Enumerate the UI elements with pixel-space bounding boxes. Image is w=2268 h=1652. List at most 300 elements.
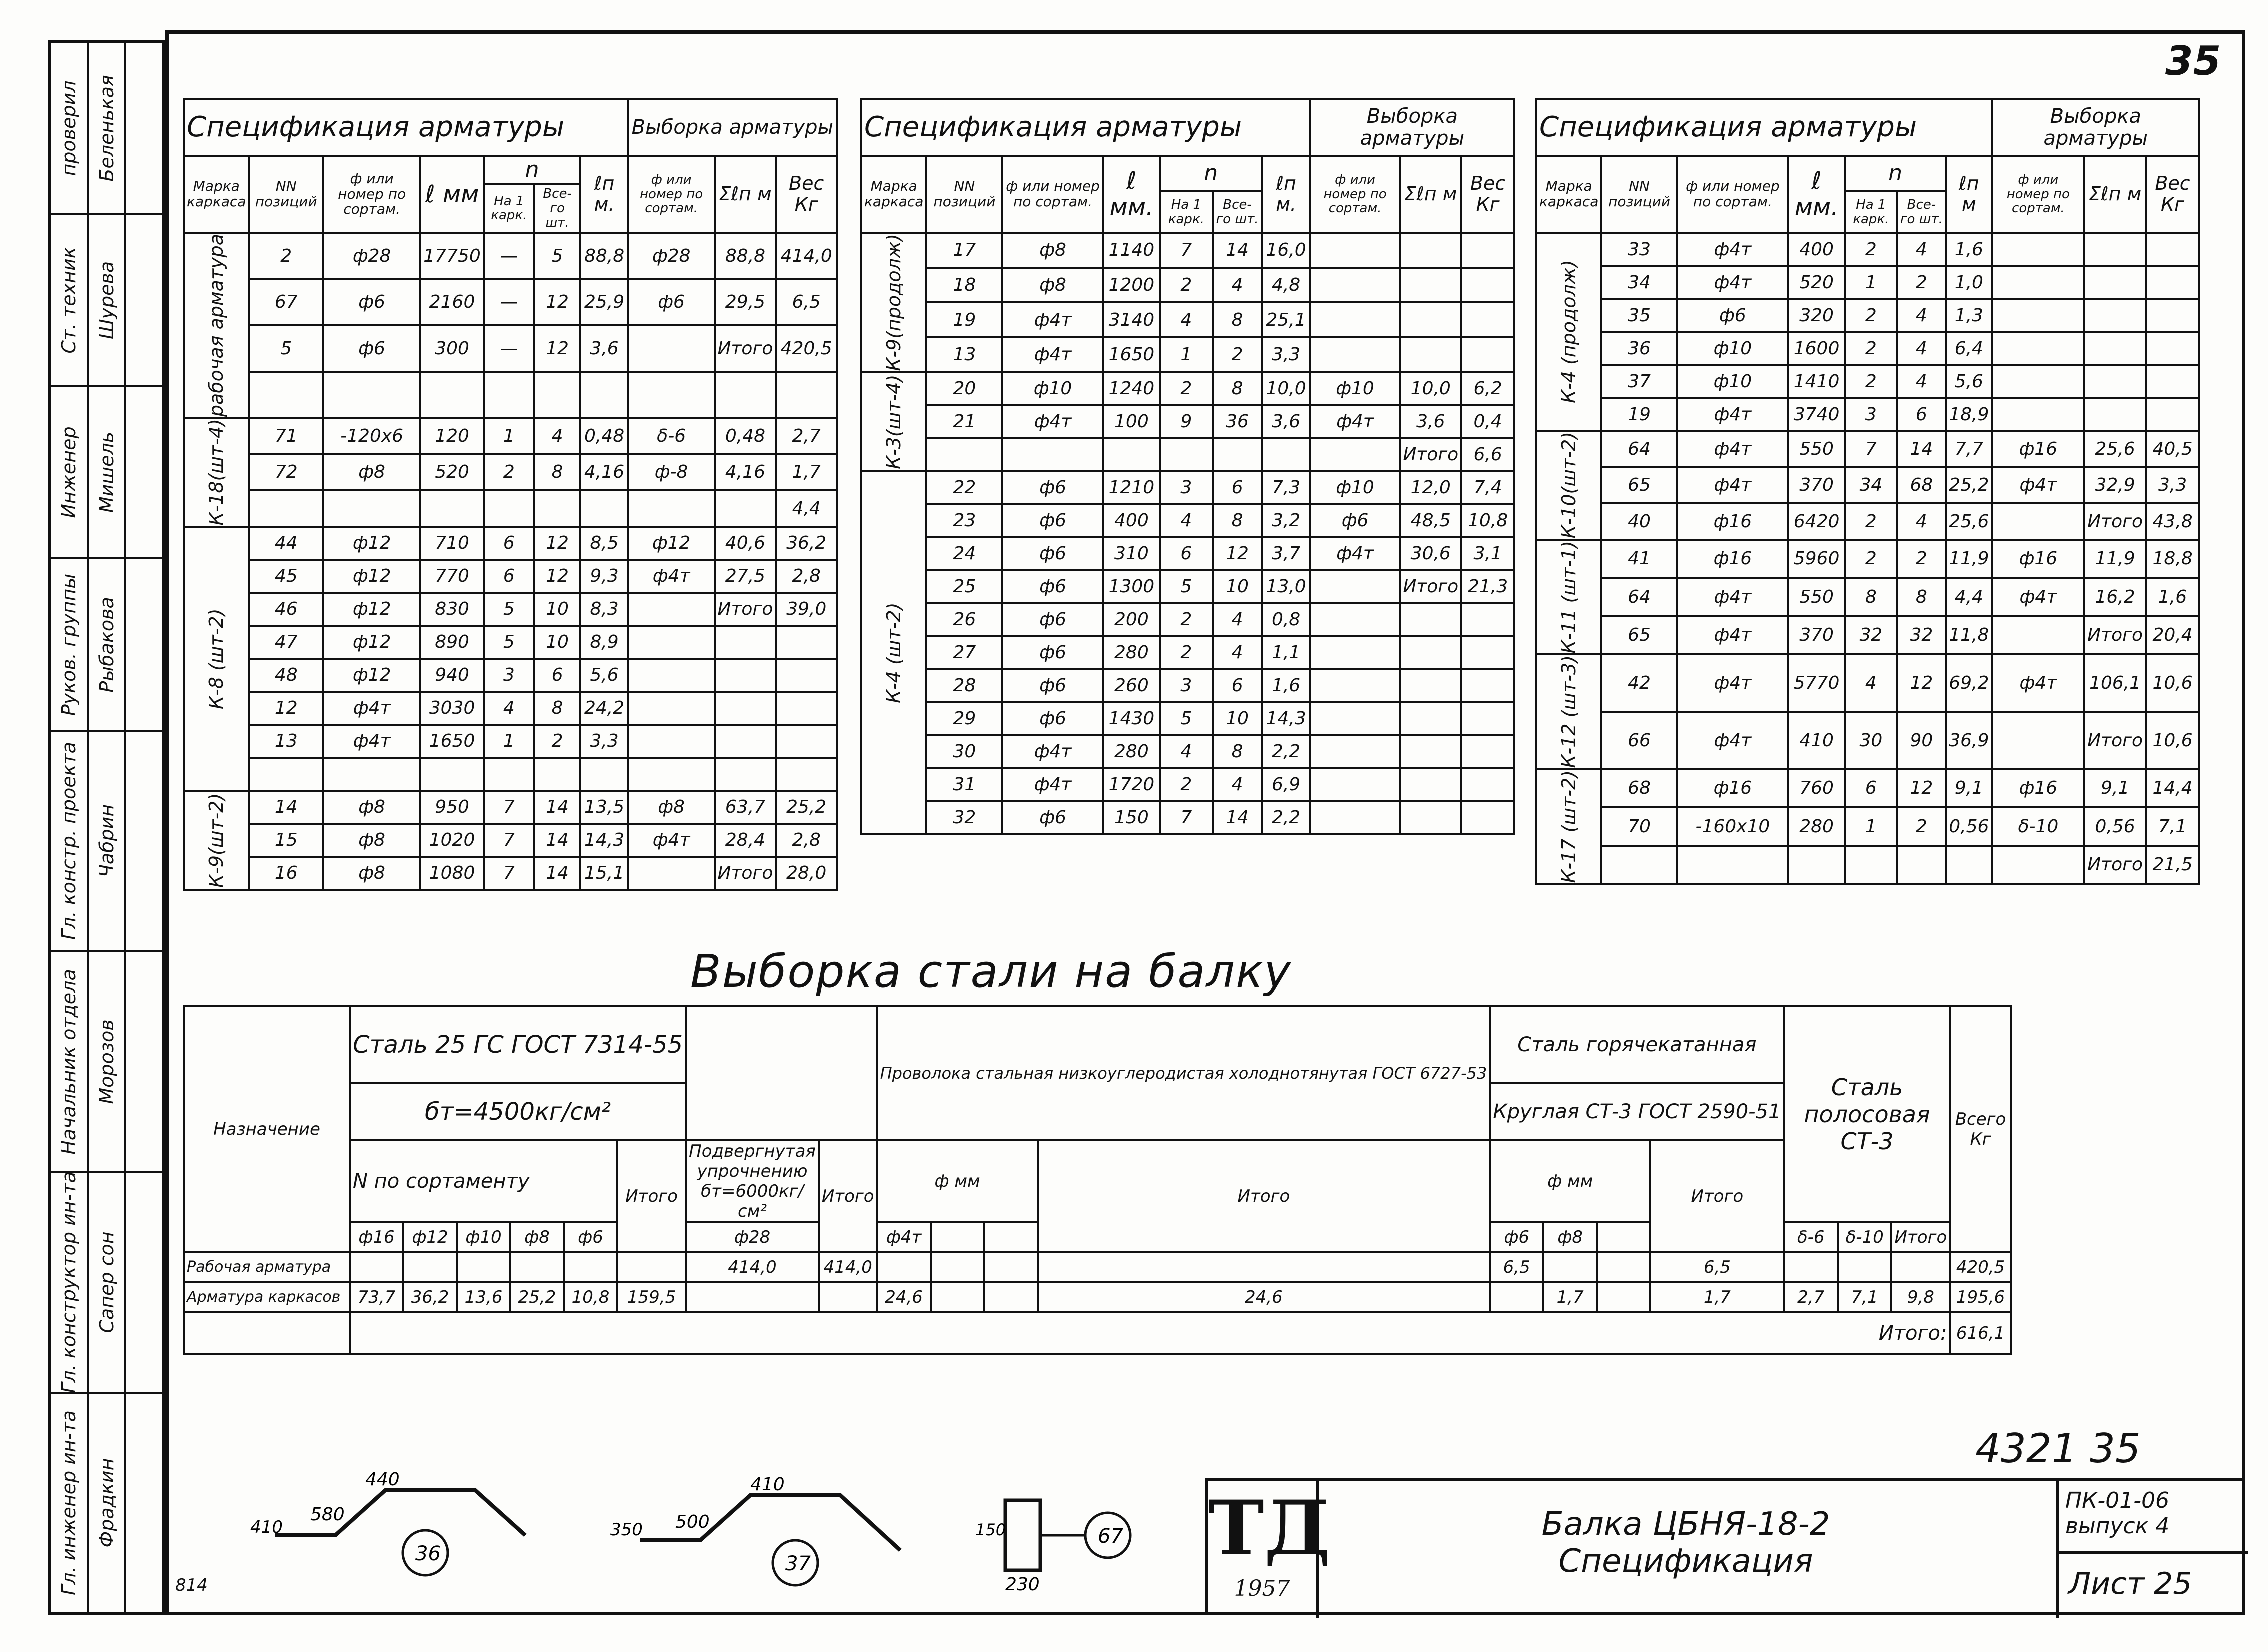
spec-row	[184, 560, 837, 593]
spec-cell	[1310, 669, 1400, 702]
spec-title: Спецификация арматуры	[184, 99, 628, 156]
spec-row	[1536, 540, 2199, 578]
spec-cell: 14,3	[580, 824, 628, 857]
spec-cell: 6	[1213, 669, 1262, 702]
spec-cell	[1461, 702, 1514, 735]
group-mark: К-4 (продолж)	[1536, 233, 1601, 431]
spec-cell: 1410	[1788, 365, 1845, 398]
spec-cell: 31	[926, 768, 1002, 801]
spec-cell: 4	[1160, 504, 1213, 537]
spec-cell: 13	[926, 337, 1002, 372]
stamp-code-1: ПК-01-06	[2065, 1488, 2170, 1513]
purpose-header: Назначение	[184, 1006, 350, 1252]
spec-cell: 19	[926, 302, 1002, 337]
steel-cell: 1,7	[1650, 1282, 1784, 1312]
spec-cell	[534, 372, 581, 418]
bar-sketch-37	[600, 1474, 960, 1590]
spec-cell	[628, 659, 715, 692]
spec-cell: 30	[926, 735, 1002, 768]
spec-cell	[580, 758, 628, 791]
steel-col-header	[931, 1222, 984, 1252]
spec-cell: 46	[249, 593, 323, 626]
spec-cell: 3,3	[2146, 467, 2199, 504]
spec-cell	[1310, 302, 1400, 337]
spec-row	[1536, 266, 2199, 299]
spec-cell: 4	[1845, 654, 1897, 712]
spec-cell: 14	[1213, 801, 1262, 834]
spec-cell: 25	[926, 570, 1002, 603]
spec-table-3	[1535, 98, 2200, 885]
spec-cell: 6	[484, 527, 534, 560]
spec-cell	[1897, 846, 1946, 884]
spec-cell: ф12	[323, 659, 420, 692]
spec-cell: Итого	[1400, 438, 1461, 471]
spec-row	[184, 758, 837, 791]
spec-cell: 280	[1103, 735, 1160, 768]
spec-cell: ф12	[323, 527, 420, 560]
spec-cell: Итого	[715, 593, 776, 626]
spec-cell: 6	[1897, 398, 1946, 431]
spec-row	[1536, 398, 2199, 431]
spec-cell	[580, 372, 628, 418]
steel-cell	[931, 1252, 984, 1282]
spec-cell: 12	[1213, 537, 1262, 570]
spec-cell: 4	[534, 418, 581, 454]
grand-total-label: Итого:	[350, 1312, 1950, 1354]
steel-col-header: ф16	[350, 1222, 403, 1252]
spec-cell: 64	[1601, 578, 1677, 616]
steel-col-header	[984, 1222, 1038, 1252]
steel-col-header: ф8	[510, 1222, 564, 1252]
steel-cell	[1784, 1252, 1838, 1282]
spec-cell: 14	[249, 791, 323, 824]
spec-cell: 69,2	[1946, 654, 1992, 712]
steel-cell: 9,8	[1891, 1282, 1950, 1312]
spec-cell: 0,48	[580, 418, 628, 454]
name: Мишель	[95, 432, 118, 513]
total-4: Итого	[1650, 1140, 1784, 1252]
steel-col-header	[1597, 1222, 1650, 1252]
role: Начальник отдела	[57, 968, 80, 1155]
spec-cell: 370	[1788, 467, 1845, 504]
spec-cell: 3	[1845, 398, 1897, 431]
spec-cell: 10,0	[1262, 372, 1310, 405]
spec-cell: 2,2	[1262, 801, 1310, 834]
spec-cell: 25,9	[580, 279, 628, 326]
spec-cell: 1	[484, 725, 534, 758]
spec-cell	[420, 758, 484, 791]
spec-cell	[2084, 299, 2146, 332]
spec-cell	[1310, 768, 1400, 801]
spec-row	[861, 337, 1514, 372]
spec-cell: 34	[1845, 467, 1897, 504]
spec-cell: 260	[1103, 669, 1160, 702]
spec-cell	[1103, 438, 1160, 471]
spec-cell: 33	[1601, 233, 1677, 266]
spec-cell: 4	[484, 692, 534, 725]
spec-cell: 28,4	[715, 824, 776, 857]
spec-cell	[249, 490, 323, 527]
name: Морозов	[95, 1019, 118, 1104]
spec-cell: 3	[1160, 471, 1213, 504]
steel-col-header: ф6	[564, 1222, 617, 1252]
spec-row	[861, 233, 1514, 268]
spec-cell: Итого	[2084, 846, 2146, 884]
spec-cell: 6	[534, 659, 581, 692]
total-1: Итого	[617, 1140, 686, 1252]
total-kg-header: Всего Кг	[1950, 1006, 2011, 1252]
spec-cell: 21,3	[1461, 570, 1514, 603]
role: Ст. техник	[57, 247, 80, 354]
row-label: Арматура каркасов	[184, 1282, 350, 1312]
spec-cell: 0,8	[1262, 603, 1310, 636]
spec-cell: 6	[1213, 471, 1262, 504]
spec-cell: 4	[1213, 768, 1262, 801]
spec-row	[1536, 503, 2199, 540]
spec-cell: 10	[534, 626, 581, 659]
spec-cell: ф12	[323, 560, 420, 593]
spec-cell: 3,2	[1262, 504, 1310, 537]
spec-cell: 2	[1897, 540, 1946, 578]
spec-cell: 150	[1103, 801, 1160, 834]
group-mark: К-10(шт-2)	[1536, 431, 1601, 540]
signature-sidebar	[48, 40, 165, 1615]
spec-cell: 12	[249, 692, 323, 725]
spec-row	[861, 570, 1514, 603]
spec-cell: 2,8	[776, 824, 837, 857]
td-logo	[1208, 1481, 1331, 1618]
spec-cell: 520	[1788, 266, 1845, 299]
spec-row	[1536, 769, 2199, 808]
spec-cell: ф16	[1992, 769, 2085, 808]
spec-cell: 2,7	[776, 418, 837, 454]
steel-row-frames	[184, 1282, 2011, 1312]
spec-cell	[1461, 768, 1514, 801]
col-header: ℓп м.	[1262, 156, 1310, 233]
spec-cell: 3,3	[1262, 337, 1310, 372]
spec-cell	[420, 490, 484, 527]
spec-cell: 4	[1213, 268, 1262, 303]
spec-cell: 280	[1103, 636, 1160, 669]
group-mark: рабочая арматура	[184, 233, 249, 418]
spec-cell	[715, 725, 776, 758]
col-header: NN позиций	[1601, 156, 1677, 233]
steel-cell	[984, 1252, 1038, 1282]
spec-cell: 14	[534, 824, 581, 857]
spec-cell: 710	[420, 527, 484, 560]
spec-cell: ф4т	[323, 692, 420, 725]
col-header: Вес Кг	[1461, 156, 1514, 233]
spec-cell: 1080	[420, 857, 484, 890]
spec-cell: 550	[1788, 578, 1845, 616]
spec-cell	[534, 490, 581, 527]
n-header: n	[1160, 156, 1262, 191]
steel-cell	[1838, 1252, 1891, 1282]
steel-cell	[1891, 1252, 1950, 1282]
spec-cell: 65	[1601, 467, 1677, 504]
spec-cell: 6	[1845, 769, 1897, 808]
steel-cell: 6,5	[1490, 1252, 1543, 1282]
spec-cell	[1845, 846, 1897, 884]
spec-cell: Итого	[1400, 570, 1461, 603]
spec-cell	[1461, 337, 1514, 372]
spec-cell: ф6	[1002, 603, 1103, 636]
steel-cell	[564, 1252, 617, 1282]
spec-cell: 35	[1601, 299, 1677, 332]
spec-cell: 7,1	[2146, 807, 2199, 846]
steel-col-header: ф28	[686, 1222, 819, 1252]
spec-cell: 3140	[1103, 302, 1160, 337]
sketch-67-b: 230	[1005, 1574, 1040, 1595]
col-header: Вес Кг	[776, 156, 837, 233]
spec-row	[1536, 233, 2199, 266]
sigma1-header: бт=4500кг/см²	[350, 1083, 686, 1140]
col-header: ℓп м.	[580, 156, 628, 233]
spec-cell	[628, 626, 715, 659]
spec-cell: 42	[1601, 654, 1677, 712]
spec-cell: 65	[1601, 616, 1677, 655]
spec-cell: ф4т	[1992, 467, 2085, 504]
spec-cell: 39,0	[776, 593, 837, 626]
group-mark: К-4 (шт-2)	[861, 471, 926, 834]
spec-cell: 1650	[1103, 337, 1160, 372]
spec-cell	[926, 438, 1002, 471]
spec-cell	[628, 325, 715, 372]
spec-cell: ф12	[628, 527, 715, 560]
phi-mm-2: ф мм	[1490, 1140, 1650, 1222]
steel-cell	[931, 1282, 984, 1312]
spec-cell: 23	[926, 504, 1002, 537]
spec-cell: 24,2	[580, 692, 628, 725]
group-mark: К-11 (шт-1)	[1536, 540, 1601, 655]
spec-cell	[1992, 503, 2085, 540]
spec-cell: 32	[1897, 616, 1946, 655]
spec-row	[861, 636, 1514, 669]
spec-cell: 37	[1601, 365, 1677, 398]
col-header: NN позиций	[926, 156, 1002, 233]
spec-cell	[249, 758, 323, 791]
spec-cell: 2	[1160, 768, 1213, 801]
spec-cell: 7	[484, 824, 534, 857]
role: Гл. констр. проекта	[57, 742, 80, 940]
spec-cell	[776, 692, 837, 725]
spec-cell: 41	[1601, 540, 1677, 578]
spec-cell: 6,2	[1461, 372, 1514, 405]
spec-cell: 20	[926, 372, 1002, 405]
sketch-67-label: 67	[1098, 1525, 1123, 1548]
spec-cell	[1788, 846, 1845, 884]
steel-cell: 2,7	[1784, 1282, 1838, 1312]
spec-cell	[484, 372, 534, 418]
spec-cell: 1,6	[1262, 669, 1310, 702]
spec-cell	[1310, 801, 1400, 834]
spec-cell: 1240	[1103, 372, 1160, 405]
stamp-code-2: выпуск 4	[2065, 1513, 2170, 1539]
spec-table-1	[183, 98, 838, 891]
spec-cell: ф10	[1002, 372, 1103, 405]
wire-header: Проволока стальная низкоуглеродистая холоднотянутая ГОСТ 6727-53	[877, 1006, 1490, 1140]
spec-row	[184, 527, 837, 560]
spec-cell: 3,6	[1400, 405, 1461, 438]
spec-cell: 1,1	[1262, 636, 1310, 669]
spec-cell: 4,16	[580, 454, 628, 491]
spec-cell: 10	[1213, 702, 1262, 735]
spec-cell	[420, 372, 484, 418]
steel-heading: Выборка стали на балку	[690, 945, 1292, 998]
spec-cell: 3,6	[580, 325, 628, 372]
spec-cell: 24	[926, 537, 1002, 570]
spec-cell	[776, 758, 837, 791]
n-header: n	[1845, 156, 1946, 191]
spec-cell: 25,1	[1262, 302, 1310, 337]
spec-cell: 13	[249, 725, 323, 758]
spec-cell: 34	[1601, 266, 1677, 299]
spec-row	[184, 791, 837, 824]
spec-row	[184, 372, 837, 418]
spec-cell: 72	[249, 454, 323, 491]
spec-cell: ф4т	[1310, 537, 1400, 570]
col-header: На 1 карк.	[1845, 191, 1897, 233]
spec-cell: 15,1	[580, 857, 628, 890]
steel-cell: 10,8	[564, 1282, 617, 1312]
spec-cell: 5	[534, 233, 581, 279]
spec-cell: ф4т	[1677, 398, 1788, 431]
steel-cell: 1,7	[1543, 1282, 1597, 1312]
spec-cell: 8	[534, 454, 581, 491]
spec-cell: 10,0	[1400, 372, 1461, 405]
spec-cell	[1400, 669, 1461, 702]
role: Инженер	[57, 426, 80, 519]
spec-cell: 1650	[420, 725, 484, 758]
spec-cell: 25,2	[1946, 467, 1992, 504]
spec-cell: 2	[484, 454, 534, 491]
spec-cell: ф4т	[323, 725, 420, 758]
spec-cell: ф4т	[1992, 578, 2085, 616]
spec-cell: 71	[249, 418, 323, 454]
col-header: Вес Кг	[2146, 156, 2199, 233]
spec-cell: -160х10	[1677, 807, 1788, 846]
name: Чабрин	[95, 804, 118, 878]
spec-cell: 940	[420, 659, 484, 692]
spec-cell: 0,56	[1946, 807, 1992, 846]
spec-cell: 90	[1897, 712, 1946, 769]
spec-cell	[580, 490, 628, 527]
spec-row	[184, 418, 837, 454]
spec-cell: 4	[1897, 332, 1946, 365]
group-mark: К-3(шт-4)	[861, 372, 926, 471]
spec-cell: 1,6	[2146, 578, 2199, 616]
col-header: ф или номер по сортам.	[1992, 156, 2085, 233]
spec-cell: 8,3	[580, 593, 628, 626]
spec-cell: 2	[1845, 503, 1897, 540]
logo-text: ТД	[1208, 1484, 1331, 1572]
spec-cell: ф16	[1677, 540, 1788, 578]
spec-cell: -120х6	[323, 418, 420, 454]
spec-cell: 16,2	[2084, 578, 2146, 616]
spec-cell: 5,6	[1946, 365, 1992, 398]
spec-cell	[1461, 302, 1514, 337]
spec-cell: 6,4	[1946, 332, 1992, 365]
spec-cell: 16	[249, 857, 323, 890]
spec-cell: 200	[1103, 603, 1160, 636]
spec-cell: 12	[534, 560, 581, 593]
spec-cell: ф6	[1310, 504, 1400, 537]
spec-row	[1536, 578, 2199, 616]
spec-row	[861, 372, 1514, 405]
spec-cell: Итого	[715, 857, 776, 890]
spec-cell	[715, 372, 776, 418]
stamp-number: 4321 35	[1975, 1425, 2141, 1472]
spec-cell: 8,9	[580, 626, 628, 659]
steel-cell: 414,0	[686, 1252, 819, 1282]
spec-cell: ф10	[1677, 332, 1788, 365]
spec-cell: 5,6	[580, 659, 628, 692]
spec-cell: 36,9	[1946, 712, 1992, 769]
spec-cell: 14,3	[1262, 702, 1310, 735]
col-header: ф или номер по сортам.	[1002, 156, 1103, 233]
stamp-code-block	[2058, 1481, 2248, 1554]
spec-cell: 1,6	[1946, 233, 1992, 266]
spec-row	[861, 801, 1514, 834]
spec-cell: 20,4	[2146, 616, 2199, 655]
spec-cell	[1400, 801, 1461, 834]
spec-cell: 7	[484, 791, 534, 824]
spec-cell: 400	[1103, 504, 1160, 537]
spec-cell: ф4т	[1677, 266, 1788, 299]
spec-row	[184, 725, 837, 758]
spec-cell	[1310, 438, 1400, 471]
spec-cell: δ-6	[628, 418, 715, 454]
spec-cell: δ-10	[1992, 807, 2085, 846]
spec-cell: 14	[534, 791, 581, 824]
spec-row	[861, 702, 1514, 735]
spec-cell	[1310, 636, 1400, 669]
steel-cell	[1490, 1282, 1543, 1312]
group-mark: К-17 (шт-2)	[1536, 769, 1601, 884]
spec-cell: 3,3	[580, 725, 628, 758]
spec-cell: 29	[926, 702, 1002, 735]
spec-row	[861, 302, 1514, 337]
spec-cell: 26	[926, 603, 1002, 636]
spec-cell: 40	[1601, 503, 1677, 540]
spec-cell: —	[484, 279, 534, 326]
col-header: Марка каркаса	[1536, 156, 1601, 233]
spec-cell: 28	[926, 669, 1002, 702]
spec-row	[861, 405, 1514, 438]
spec-cell: 27	[926, 636, 1002, 669]
spec-cell: 68	[1897, 467, 1946, 504]
sketch-37-a: 350	[610, 1520, 643, 1540]
spec-cell	[628, 725, 715, 758]
spec-cell	[2084, 398, 2146, 431]
steel-cell	[1543, 1252, 1597, 1282]
spec-cell: 27,5	[715, 560, 776, 593]
spec-cell: 7	[484, 857, 534, 890]
stamp-title-block	[1316, 1481, 2059, 1618]
steel-cell: 7,1	[1838, 1282, 1891, 1312]
spec-cell	[484, 490, 534, 527]
spec-cell	[1160, 438, 1213, 471]
spec-cell: ф6	[1002, 801, 1103, 834]
spec-cell	[2084, 266, 2146, 299]
spec-row	[861, 504, 1514, 537]
spec-cell: 5	[1160, 570, 1213, 603]
sketch-36-b: 580	[310, 1504, 345, 1525]
spec-cell	[323, 490, 420, 527]
spec-table-2	[860, 98, 1515, 835]
steel-cell	[1597, 1282, 1650, 1312]
spec-cell: 12	[1897, 769, 1946, 808]
